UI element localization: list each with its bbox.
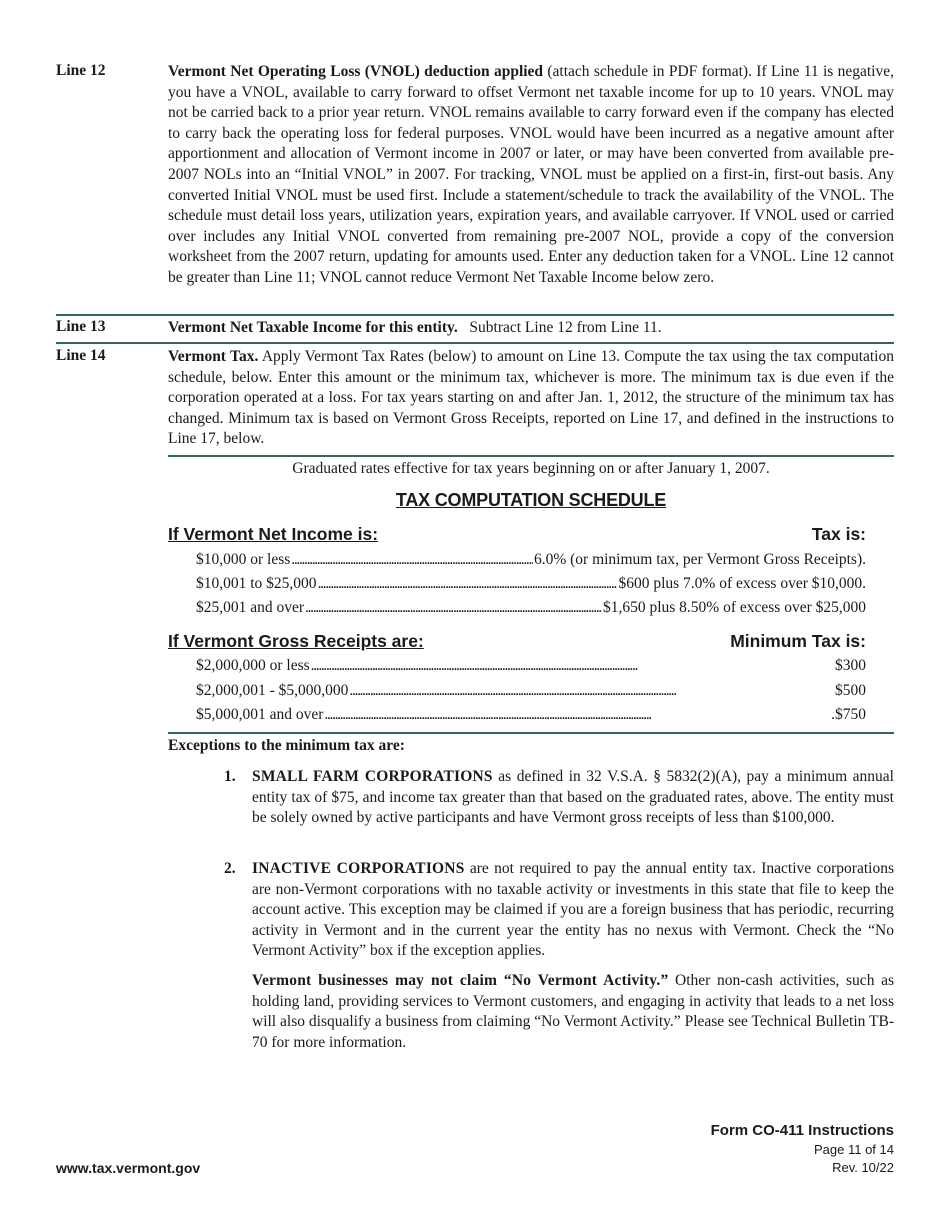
divider — [168, 732, 894, 734]
income-header-left: If Vermont Net Income is: — [168, 524, 379, 544]
line-12-label: Line 12 — [56, 62, 106, 79]
graduated-rates-note: Graduated rates effective for tax years beginning on or after January 1, 2007. — [292, 460, 770, 477]
exceptions-heading: Exceptions to the minimum tax are: — [168, 737, 405, 754]
exception-text: are not required to pay the annual entity tax. Inactive corporations are non-Vermont corporations with no taxable activity or investments in this state that file to keep the account active. This exception may be claimed if you are a foreign business that has periodic, recurring activity in Vermont and in the current year the entity has no nexus with Vermont. Check the “No Vermont Activity” box if the exception applies. — [252, 860, 894, 960]
line-13-title: Vermont Net Taxable Income for this entity. — [168, 319, 458, 336]
line-12-section — [56, 62, 894, 289]
no-vermont-activity-note — [224, 971, 894, 1053]
receipts-tax: $300 — [835, 657, 866, 674]
website-link[interactable]: www.tax.vermont.gov — [56, 1160, 201, 1176]
receipts-range: $2,000,000 or less — [196, 657, 310, 674]
receipts-range: $2,000,001 - $5,000,000 — [196, 682, 349, 699]
exception-item — [224, 859, 894, 962]
line-13-label: Line 13 — [56, 318, 106, 335]
income-table-header — [168, 524, 866, 545]
income-range: $10,000 or less — [196, 551, 291, 568]
divider — [56, 314, 894, 316]
income-tax: $1,650 plus 8.50% of excess over $25,000 — [602, 599, 866, 616]
income-range: $25,001 and over — [196, 599, 305, 616]
exception-number: 1. — [224, 768, 236, 785]
schedule-title: TAX COMPUTATION SCHEDULE — [395, 490, 667, 510]
income-row — [196, 575, 866, 593]
income-row — [196, 551, 866, 569]
leader-dots — [318, 575, 618, 593]
line-14-title: Vermont Tax. — [168, 348, 259, 365]
line-13-text: Subtract Line 12 from Line 11. — [457, 319, 662, 336]
income-header-right: Tax is: — [811, 524, 866, 544]
note-text: Other non-cash activities, such as holding land, providing services to Vermont customers, and engaging in activity that leads to a net loss will also disqualify a business from claiming “No Vermont Activity.” Please see Technical Bulletin TB-70 for more information. — [252, 972, 894, 1051]
receipts-range: $5,000,001 and over — [196, 706, 324, 723]
exception-text: as defined in 32 V.S.A. § 5832(2)(A), pay a minimum annual entity tax of $75, and income tax greater than that based on the graduated rates, above. The entity must be solely owned by active participants and have Vermont gross receipts of less than $100,000. — [252, 768, 894, 827]
exception-title: SMALL FARM CORPORATIONS — [252, 768, 493, 785]
leader-dots — [349, 682, 834, 700]
line-13-section — [56, 318, 894, 339]
divider — [56, 342, 894, 344]
income-range: $10,001 to $25,000 — [196, 575, 317, 592]
revision: Rev. 10/22 — [832, 1160, 894, 1175]
leader-dots — [324, 706, 830, 724]
divider — [168, 455, 894, 457]
income-tax: $600 plus 7.0% of excess over $10,000. — [618, 575, 866, 592]
receipts-tax: $500 — [835, 682, 866, 699]
line-12-body — [168, 62, 894, 289]
line-12-text: (attach schedule in PDF format). If Line 11 is negative, you have a VNOL, available to carry forward to offset Vermont net taxable income for up to 10 years. VNOL may not be carried back to a prior year return. VNOL remains available to carry forward even if the company has elected to carry back the operating loss for federal purposes. VNOL would have been incurred as a negative amount after apportionment and allocation of Vermont income in 2007 or later, or may have been converted from available pre-2007 NOLs into an “Initial VNOL” in 2007. For tracking, VNOL must be applied on a first-in, first-out basis. Any converted Initial VNOL must be used first. Include a statement/schedule to track the availability of the VNOL. The schedule must detail loss years, utilization years, expiration years, and available carryover. If VNOL used or carried over includes any Initial VNOL converted from remaining pre-2007 NOL, provide a copy of the conversion worksheet from the 2007 return, updating for amounts used. Enter any deduction taken for a VNOL. Line 12 cannot be greater than Line 11; VNOL cannot reduce Vermont Net Taxable Income below zero. — [168, 63, 894, 286]
income-row — [196, 599, 866, 617]
exception-number: 2. — [224, 860, 236, 877]
note-title: Vermont businesses may not claim “No Vermont Activity.” — [252, 972, 669, 989]
exception-item — [224, 767, 894, 829]
line-13-body — [168, 318, 894, 339]
income-tax: 6.0% (or minimum tax, per Vermont Gross Receipts). — [533, 551, 866, 568]
receipts-header-left: If Vermont Gross Receipts are: — [168, 631, 424, 651]
leader-dots — [305, 599, 602, 617]
receipts-row — [196, 657, 866, 675]
receipts-header-right: Minimum Tax is: — [730, 631, 866, 651]
form-name: Form CO-411 Instructions — [710, 1122, 894, 1139]
line-14-text: Apply Vermont Tax Rates (below) to amount on Line 13. Compute the tax using the tax computation schedule, below. Enter this amount or the minimum tax, whichever is more. The minimum tax is due even if the corporation operated at a loss. For tax years starting on and after Jan. 1, 2012, the structure of the minimum tax has changed. Minimum tax is based on Vermont Gross Receipts, reported on Line 17, and defined in the instructions to Line 17, below. — [168, 348, 894, 448]
receipts-table-header — [168, 631, 866, 652]
page-number: Page 11 of 14 — [814, 1142, 894, 1157]
receipts-row — [196, 682, 866, 700]
receipts-row — [196, 706, 866, 724]
exception-title: INACTIVE CORPORATIONS — [252, 860, 465, 877]
line-14-label: Line 14 — [56, 347, 106, 364]
leader-dots — [311, 657, 834, 675]
leader-dots — [291, 551, 533, 569]
line-14-body — [168, 347, 894, 450]
line-14-section — [56, 347, 894, 450]
line-12-title: Vermont Net Operating Loss (VNOL) deduction applied — [168, 63, 544, 80]
receipts-tax: .$750 — [831, 706, 866, 723]
